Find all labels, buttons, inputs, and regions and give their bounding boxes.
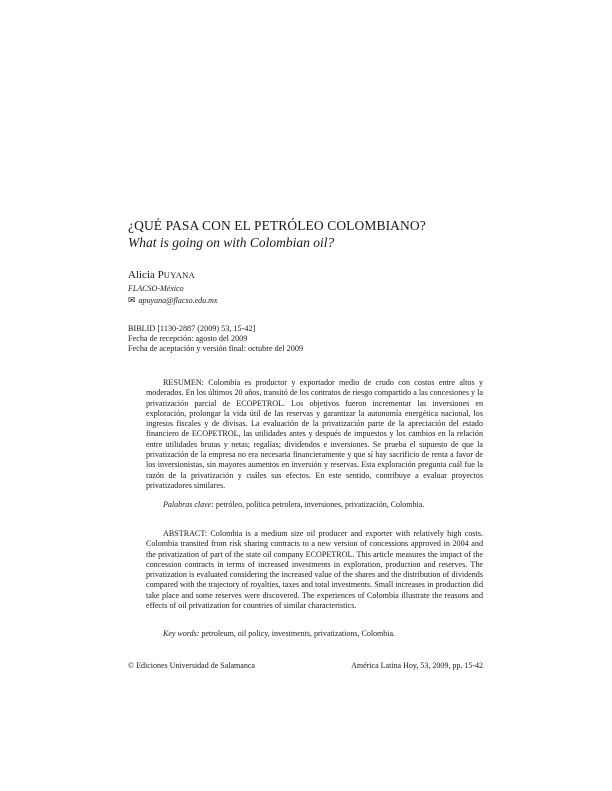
keywords-english-list: petroleum, oil policy, investments, privatizations, Colombia. — [201, 629, 396, 638]
author-affiliation: FLACSO-México — [128, 284, 184, 293]
article-title: ¿QUÉ PASA CON EL PETRÓLEO COLOMBIANO? — [128, 218, 426, 233]
envelope-icon: ✉ — [128, 295, 136, 305]
keywords-english — [163, 629, 395, 638]
author-surname-initial: P — [157, 269, 164, 281]
keywords-spanish-list: petróleo, política petrolera, inversiones, privatización, Colombia. — [215, 500, 425, 509]
article-subtitle: What is going on with Colombian oil? — [128, 235, 335, 250]
biblid-reference: BIBLID [1130-2887 (2009) 53, 15-42] — [128, 324, 256, 333]
footer-journal-citation: América Latina Hoy, 53, 2009, pp. 15-42 — [351, 661, 483, 670]
reception-date: Fecha de recepción: agosto del 2009 — [128, 334, 248, 343]
abstract-english — [146, 529, 483, 611]
keywords-english-label: Key words: — [163, 629, 200, 638]
author-name — [128, 269, 195, 281]
author-email-row — [128, 295, 217, 306]
acceptance-date: Fecha de aceptación y versión final: octubre del 2009 — [128, 344, 304, 353]
abstract-spanish-text: RESUMEN: Colombia es productor y exportador medio de crudo con costos entre altos y moderados. En los últimos 20 años, transitó de los contratos de riesgo compartido a las concesiones y la privatización parcial de ECOPETROL. Los objetivos fueron incrementar las inversiones en exploración, prolongar la vida útil de las reservas y garantizar la autonomía energética nacional, los ingresos fiscales y de divisas. La evaluación de la privatización parte de la apreciación del estado financiero de ECOPETROL, las utilidades antes y después de impuestos y los cambios en la relación entre utilidades brutas y netas; regalías; dividendos e inversiones. Se prueba el supuesto de que la privatización de la empresa no era necesaria financieramente y que sí hay sacrificio de renta a favor de los inversionistas, sin mayores aumentos en inversión y reservas. Esta exploración pregunta cuál fue la razón de la privatización y cuáles sus efectos. En este sentido, contribuye a evaluar proyectos privatizadores similares. — [146, 378, 483, 490]
keywords-spanish — [163, 500, 424, 509]
author-surname-rest: UYANA — [163, 270, 196, 280]
abstract-english-text: ABSTRACT: Colombia is a medium size oil producer and exporter with relatively high costs. Colombia transited from risk sharing contracts to a new version of concessions approved in 2004 and the privatization of part of the state oil company ECOPETROL. This article measures the impact of the concession contracts in terms of increased investments in exploration, production and reserves. The privatization is evaluated considering the increased value of the shares and the distribution of dividends compared with the trajectory of royalties, taxes and total investments. Small increases in production did take place and some reserves were discovered. The experiences of Colombia illustrate the reasons and effects of oil privatization for countries of similar characteristics. — [146, 529, 483, 611]
abstract-spanish — [146, 378, 483, 491]
bibliographic-info — [128, 324, 303, 354]
footer-publisher: © Ediciones Universidad de Salamanca — [128, 661, 255, 670]
keywords-spanish-label: Palabras clave: — [163, 500, 214, 509]
author-email[interactable]: apuyana@flacso.edu.mx — [138, 296, 218, 305]
author-first-name: Alicia — [128, 269, 155, 281]
